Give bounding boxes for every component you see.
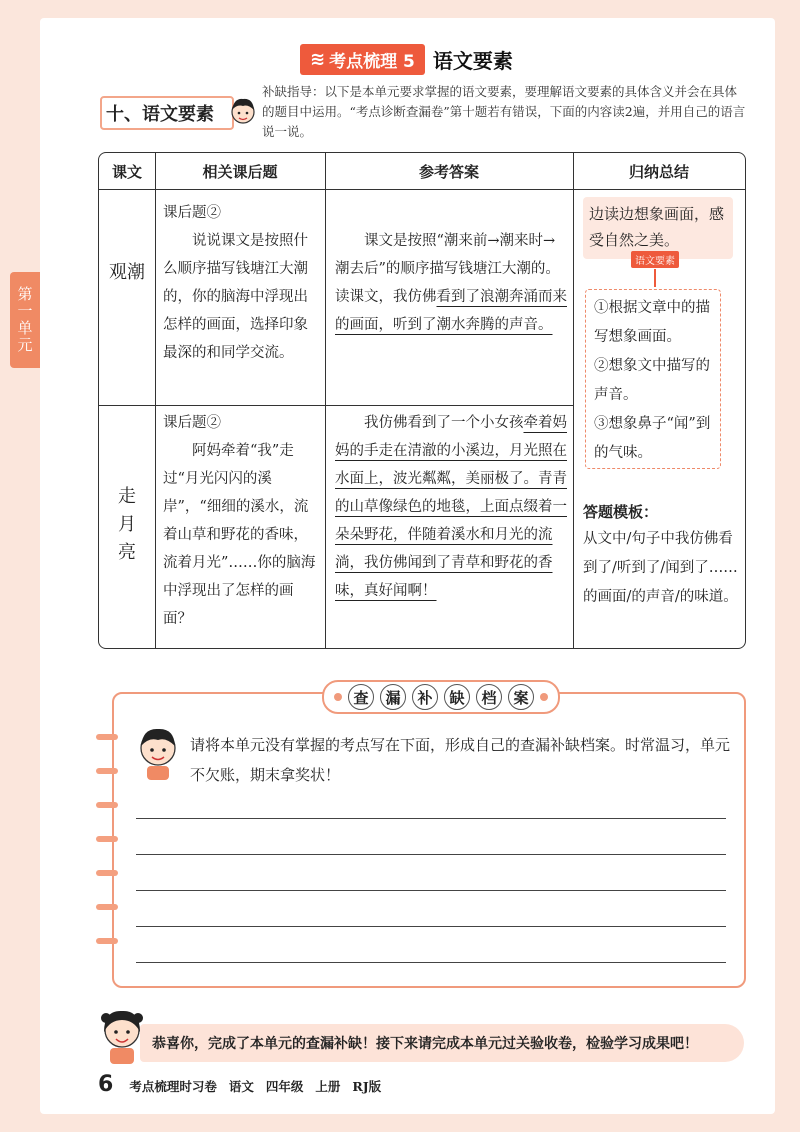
header-answer: 参考答案 [418,162,479,181]
section-title: 十、语文要素 [100,96,234,130]
title-char: 案 [508,684,534,710]
table-divider [573,153,574,648]
key-point-tag: 语文要素 [631,251,679,268]
page-title: 语文要素 [432,49,513,73]
edition: RJ版 [352,1079,382,1094]
topic-badge-label: 考点梳理 5 [329,52,415,72]
answer-highlight: 看到了浪潮奔涌而来的画面，听到了潮水奔腾的声音。 [335,289,567,333]
title-char: 查 [348,684,374,710]
question-text: 说说课文是按照什么顺序描写钱塘江大潮的，你的脑海中浮现出怎样的画面，选择印象最深的和同学交流。 [163,233,308,361]
boy-mascot-icon [132,722,184,784]
content-table [98,152,746,649]
table-divider [155,153,156,648]
binder-ring [96,836,118,842]
page-footer [98,1072,381,1097]
answer-text: 课文是按照“潮来前→潮来时→潮去后”的顺序描写钱塘江大潮的。读课文，我仿佛 [335,233,560,305]
dot-icon [540,693,548,701]
question-label: 课后题② [163,205,221,221]
notebook-instruction: 请将本单元没有掌握的考点写在下面，形成自己的查漏补缺档案。时常温习，单元不欠账，期末拿奖状！ [190,736,731,784]
writing-line[interactable] [136,818,726,819]
topic-badge [300,44,425,75]
binder-ring [96,904,118,910]
writing-line[interactable] [136,890,726,891]
boy-mascot-icon [226,94,260,130]
answer-cell [335,227,567,339]
template-title: 答题模板： [583,503,659,521]
title-char: 补 [412,684,438,710]
table-divider [99,189,745,190]
binder-ring [96,802,118,808]
step-item: ①根据文章中的描写想象画面。 [594,300,710,345]
dot-icon [334,693,342,701]
writing-line[interactable] [136,854,726,855]
title-char: 档 [476,684,502,710]
congrats-banner: 恭喜你，完成了本单元的查漏补缺！接下来请完成本单元过关验收卷，检验学习成果吧！ [140,1024,744,1062]
answer-text: 我仿佛看到了一个小女孩 [364,415,524,431]
binder-ring [96,870,118,876]
notebook-title [322,680,560,714]
steps-box [585,289,721,469]
writing-line[interactable] [136,926,726,927]
subject: 语文 [228,1079,254,1094]
grade: 四年级 [265,1079,304,1094]
header-question: 相关课后题 [202,162,278,181]
waves-icon: ≋ [310,49,326,70]
guide-text: 补缺指导：以下是本单元要求掌握的语文要素，要理解语文要素的具体含义并会在具体的题目中运用。“考点诊断查漏卷”第十题若有错误，下面的内容读2遍，并用自己的语言说一说。 [262,84,746,139]
connector-line [654,269,656,287]
header-lesson: 课文 [111,162,142,181]
answer-cell [335,409,567,605]
step-item: ③想象鼻子“闻”到的气味。 [594,416,711,461]
title-char: 缺 [444,684,470,710]
page-header [300,44,513,75]
question-cell [163,199,319,367]
template-text: 从文中/句子中我仿佛看到了/听到了/闻到了……的画面/的声音/的味道。 [583,531,738,605]
key-point-box: 边读边想象画面，感受自然之美。 [583,197,733,259]
step-item: ②想象文中描写的声音。 [594,358,710,403]
binder-ring [96,734,118,740]
question-label: 课后题② [163,415,221,431]
question-text: 阿妈牵着“我”走过“月光闪闪的溪岸”，“细细的溪水，流着山草和野花的香味，流着月光”……你的脑海中浮现出了怎样的画面？ [163,443,316,627]
binder-ring [96,938,118,944]
page-number: 6 [98,1072,114,1097]
binder-ring [96,768,118,774]
lesson-name: 观潮 [109,262,145,283]
volume: 上册 [315,1079,341,1094]
question-cell [163,409,319,633]
answer-highlight: 牵着妈妈的手走在清澈的小溪边，月光照在水面上，波光粼粼，美丽极了。青青的山草像绿色的地毯，上面点缀着一朵朵野花，伴随着溪水和月光的流淌，我仿佛闻到了青草和野花的香味，真好闻啊！ [335,415,567,599]
table-divider [99,405,573,406]
title-char: 漏 [380,684,406,710]
header-summary: 归纳总结 [628,162,689,181]
lesson-name: 走月亮 [118,486,136,563]
writing-line[interactable] [136,962,726,963]
unit-side-tab: 第一单元 [10,272,40,368]
table-divider [325,153,326,648]
book-title: 考点梳理时习卷 [129,1079,217,1094]
